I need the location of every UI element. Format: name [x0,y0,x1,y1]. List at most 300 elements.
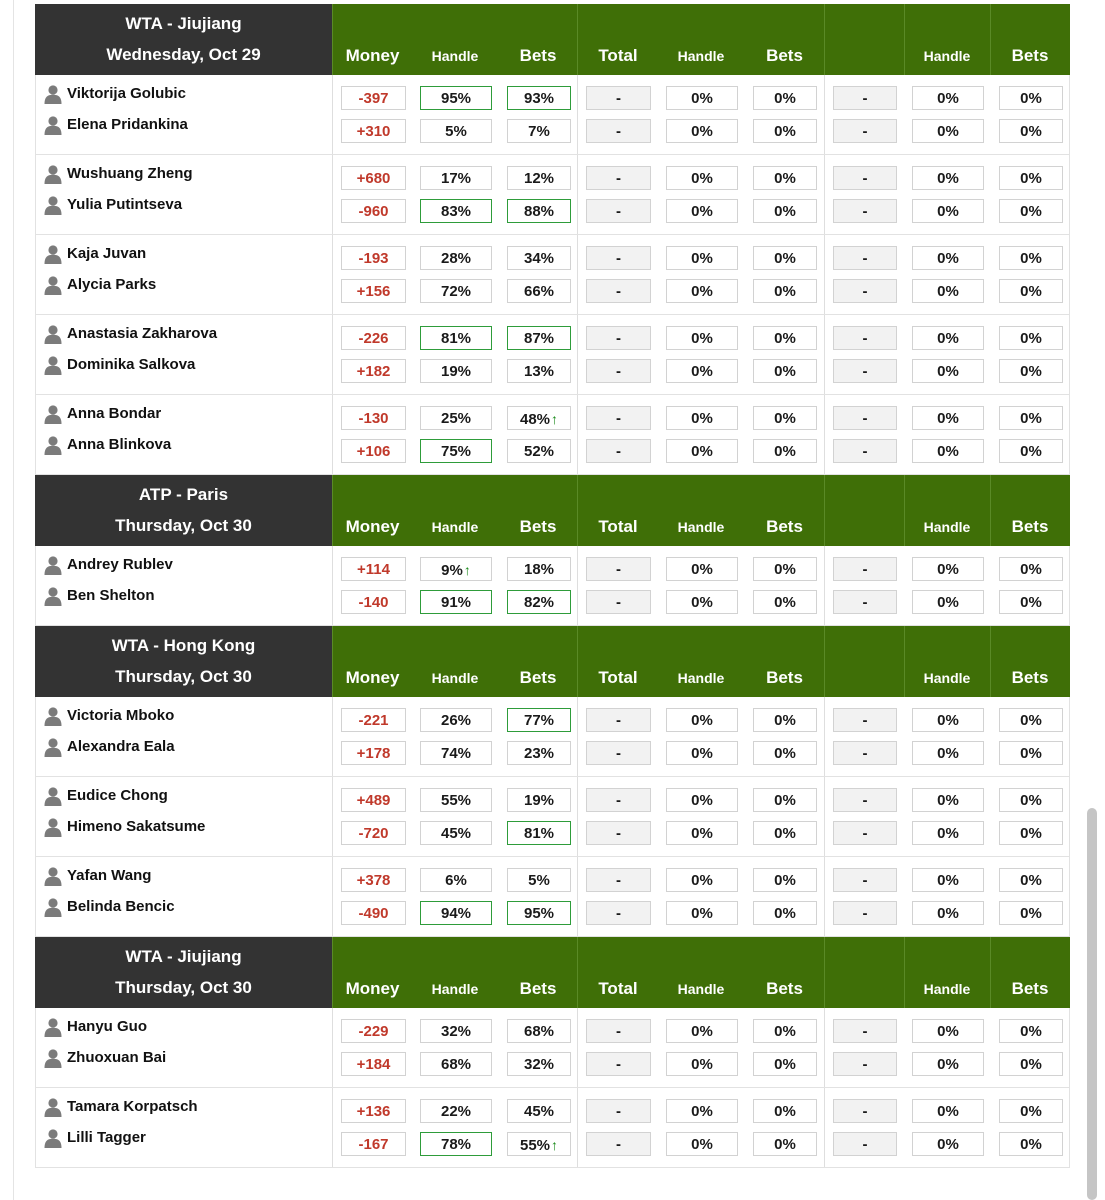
cell-value: 0% [691,250,713,267]
cell-bets[interactable] [507,741,571,765]
player-name[interactable] [44,585,155,607]
cell-handle[interactable] [420,359,492,383]
cell-t-bets[interactable] [753,166,817,190]
player-name[interactable] [44,816,205,838]
cell-o-bets[interactable] [999,326,1063,350]
cell-o-total[interactable] [833,199,897,223]
header-divider [824,626,825,697]
cell-value: 0% [1020,170,1042,187]
cell-o-bets[interactable] [999,406,1063,430]
cell-money[interactable] [341,901,406,925]
cell-o-total[interactable] [833,901,897,925]
cell-money[interactable] [341,557,406,581]
cell-t-handle[interactable] [666,406,738,430]
cell-value: 77% [523,712,555,729]
cell-t-handle[interactable] [666,86,738,110]
cell-handle[interactable] [420,326,492,350]
col-header-money[interactable]: Money [345,46,400,65]
col-header-bets[interactable]: Bets [519,979,557,998]
cell-bets[interactable] [507,119,571,143]
cell-o-bets[interactable] [999,279,1063,303]
col-header-other-bets[interactable]: Bets [1011,979,1049,998]
player-name[interactable] [44,1096,198,1118]
cell-value: -221 [358,712,389,729]
cell-t-handle[interactable] [666,119,738,143]
col-header-other-bets[interactable]: Bets [1011,517,1049,536]
cell-o-bets[interactable] [999,86,1063,110]
cell-total[interactable] [586,326,651,350]
cell-o-total[interactable] [833,868,897,892]
col-header-total[interactable]: Total [598,668,638,687]
cell-o-total[interactable] [833,359,897,383]
cell-total[interactable] [586,166,651,190]
col-header-handle[interactable]: Handle [431,670,479,686]
cell-handle[interactable] [420,1132,492,1156]
cell-o-handle[interactable] [912,821,984,845]
section-header [35,937,1070,1008]
cell-o-bets[interactable] [999,708,1063,732]
cell-o-handle[interactable] [912,439,984,463]
cell-o-handle[interactable] [912,1099,984,1123]
cell-handle[interactable] [420,741,492,765]
matchup-row [35,395,1070,475]
cell-bets[interactable] [507,901,571,925]
col-header-total-bets[interactable]: Bets [766,668,803,687]
cell-bets[interactable] [507,788,571,812]
cell-o-total[interactable] [833,708,897,732]
cell-o-bets[interactable] [999,590,1063,614]
player-name[interactable] [44,434,171,456]
cell-handle[interactable] [420,1019,492,1043]
cell-o-total[interactable] [833,326,897,350]
cell-o-total[interactable] [833,406,897,430]
cell-o-handle[interactable] [912,557,984,581]
cell-handle[interactable] [420,86,492,110]
cell-t-bets[interactable] [753,439,817,463]
cell-total[interactable] [586,246,651,270]
cell-t-handle[interactable] [666,788,738,812]
cell-o-handle[interactable] [912,788,984,812]
cell-t-handle[interactable] [666,821,738,845]
cell-o-total[interactable] [833,590,897,614]
cell-o-bets[interactable] [999,119,1063,143]
cell-t-bets[interactable] [753,821,817,845]
player-name[interactable] [44,163,193,185]
col-header-total[interactable]: Total [598,979,638,998]
cell-handle[interactable] [420,557,492,581]
cell-bets[interactable] [507,439,571,463]
cell-t-handle[interactable] [666,199,738,223]
cell-money[interactable] [341,821,406,845]
cell-t-bets[interactable] [753,119,817,143]
cell-t-handle[interactable] [666,1099,738,1123]
player-name[interactable] [44,554,173,576]
cell-total[interactable] [586,1099,651,1123]
cell-bets[interactable] [507,1019,571,1043]
cell-total[interactable] [586,557,651,581]
cell-bets[interactable] [507,86,571,110]
col-header-other-handle[interactable]: Handle [923,48,971,64]
vertical-scrollbar-thumb[interactable] [1087,808,1097,1200]
col-header-total-handle[interactable]: Handle [677,981,725,997]
cell-o-bets[interactable] [999,868,1063,892]
cell-bets[interactable] [507,868,571,892]
col-header-handle[interactable]: Handle [431,981,479,997]
cell-t-bets[interactable] [753,406,817,430]
cell-t-bets[interactable] [753,788,817,812]
cell-t-bets[interactable] [753,590,817,614]
cell-t-handle[interactable] [666,590,738,614]
cell-money[interactable] [341,1132,406,1156]
cell-money[interactable] [341,119,406,143]
cell-o-handle[interactable] [912,166,984,190]
cell-money[interactable] [341,1052,406,1076]
col-header-handle[interactable]: Handle [431,519,479,535]
cell-t-handle[interactable] [666,166,738,190]
cell-o-bets[interactable] [999,1132,1063,1156]
cell-o-total[interactable] [833,439,897,463]
cell-value: 0% [774,792,796,809]
cell-t-bets[interactable] [753,708,817,732]
cell-handle[interactable] [420,821,492,845]
col-header-other-handle[interactable]: Handle [923,519,971,535]
cell-total[interactable] [586,199,651,223]
col-header-total-bets[interactable]: Bets [766,979,803,998]
cell-total[interactable] [586,1019,651,1043]
cell-handle[interactable] [420,1099,492,1123]
cell-money[interactable] [341,590,406,614]
cell-t-handle[interactable] [666,901,738,925]
cell-value: - [616,745,621,762]
cell-value: 0% [691,170,713,187]
cell-t-bets[interactable] [753,279,817,303]
matchup-row [35,697,1070,777]
cell-value: 72% [440,283,472,300]
cell-o-bets[interactable] [999,741,1063,765]
cell-t-handle[interactable] [666,1019,738,1043]
cell-money[interactable] [341,741,406,765]
cell-o-handle[interactable] [912,199,984,223]
cell-money[interactable] [341,279,406,303]
cell-handle[interactable] [420,246,492,270]
cell-bets[interactable] [507,1099,571,1123]
cell-bets[interactable] [507,199,571,223]
cell-value: 68% [440,1056,472,1073]
cell-value: - [616,1023,621,1040]
cell-o-bets[interactable] [999,359,1063,383]
col-header-money[interactable]: Money [345,668,400,687]
cell-value: 0% [1020,283,1042,300]
cell-bets[interactable] [507,279,571,303]
cell-o-total[interactable] [833,741,897,765]
cell-o-handle[interactable] [912,741,984,765]
col-header-total[interactable]: Total [598,517,638,536]
person-icon [44,586,62,606]
cell-o-total[interactable] [833,1019,897,1043]
player-name[interactable] [44,1127,146,1149]
cell-bets[interactable] [507,406,571,430]
cell-o-handle[interactable] [912,590,984,614]
player-name[interactable] [44,785,168,807]
player-name[interactable] [44,736,175,758]
cell-o-bets[interactable] [999,821,1063,845]
cell-value: 0% [691,561,713,578]
cell-total[interactable] [586,741,651,765]
cell-o-handle[interactable] [912,708,984,732]
cell-t-handle[interactable] [666,246,738,270]
cell-o-handle[interactable] [912,1019,984,1043]
cell-total[interactable] [586,86,651,110]
cell-t-bets[interactable] [753,359,817,383]
cell-t-handle[interactable] [666,708,738,732]
column-divider [577,235,578,314]
cell-o-bets[interactable] [999,557,1063,581]
cell-o-total[interactable] [833,821,897,845]
cell-total[interactable] [586,119,651,143]
column-divider [824,857,825,936]
cell-total[interactable] [586,590,651,614]
cell-t-bets[interactable] [753,1132,817,1156]
cell-o-bets[interactable] [999,788,1063,812]
cell-handle[interactable] [420,166,492,190]
cell-value: - [862,872,868,889]
cell-money[interactable] [341,246,406,270]
cell-o-handle[interactable] [912,1052,984,1076]
cell-handle[interactable] [420,708,492,732]
cell-o-total[interactable] [833,246,897,270]
col-header-bets[interactable]: Bets [519,46,557,65]
cell-handle[interactable] [420,590,492,614]
player-name-text: Belinda Bencic [67,898,175,915]
cell-total[interactable] [586,868,651,892]
player-name[interactable] [44,274,156,296]
cell-handle[interactable] [420,199,492,223]
cell-total[interactable] [586,1052,651,1076]
cell-t-handle[interactable] [666,326,738,350]
cell-handle[interactable] [420,1052,492,1076]
cell-o-bets[interactable] [999,1052,1063,1076]
cell-total[interactable] [586,359,651,383]
cell-value: 87% [523,330,555,347]
person-icon [44,84,62,104]
cell-t-handle[interactable] [666,868,738,892]
col-header-total-handle[interactable]: Handle [677,519,725,535]
cell-o-bets[interactable] [999,199,1063,223]
cell-o-handle[interactable] [912,279,984,303]
col-header-handle[interactable]: Handle [431,48,479,64]
cell-t-handle[interactable] [666,1132,738,1156]
cell-value: +310 [356,123,391,140]
cell-value: 55% [440,792,472,809]
cell-value: -229 [358,1023,389,1040]
cell-handle[interactable] [420,439,492,463]
cell-total[interactable] [586,439,651,463]
col-header-money[interactable]: Money [345,517,400,536]
cell-o-handle[interactable] [912,86,984,110]
header-divider [824,475,825,546]
cell-bets[interactable] [507,590,571,614]
player-name[interactable] [44,194,182,216]
cell-total[interactable] [586,279,651,303]
col-header-total-handle[interactable]: Handle [677,48,725,64]
cell-money[interactable] [341,326,406,350]
cell-value: - [862,825,868,842]
player-name[interactable] [44,865,151,887]
cell-t-bets[interactable] [753,199,817,223]
cell-t-bets[interactable] [753,86,817,110]
cell-o-handle[interactable] [912,868,984,892]
player-name[interactable] [44,114,188,136]
cell-handle[interactable] [420,406,492,430]
player-name[interactable] [44,354,195,376]
cell-total[interactable] [586,1132,651,1156]
cell-value: 0% [937,250,959,267]
cell-value: -490 [358,905,389,922]
cell-money[interactable] [341,708,406,732]
cell-o-bets[interactable] [999,1019,1063,1043]
cell-t-bets[interactable] [753,557,817,581]
cell-value: 45% [440,825,472,842]
cell-handle[interactable] [420,788,492,812]
cell-o-total[interactable] [833,557,897,581]
matchup-row [35,857,1070,937]
cell-t-handle[interactable] [666,439,738,463]
cell-total[interactable] [586,901,651,925]
cell-money[interactable] [341,166,406,190]
column-divider [577,315,578,394]
cell-o-total[interactable] [833,788,897,812]
player-name[interactable] [44,1047,166,1069]
cell-o-total[interactable] [833,1052,897,1076]
cell-t-bets[interactable] [753,1052,817,1076]
cell-o-handle[interactable] [912,246,984,270]
player-name[interactable] [44,896,175,918]
player-name[interactable] [44,403,161,425]
player-name[interactable] [44,83,186,105]
cell-o-bets[interactable] [999,439,1063,463]
cell-o-bets[interactable] [999,166,1063,190]
col-header-total-bets[interactable]: Bets [766,517,803,536]
cell-bets[interactable] [507,1132,571,1156]
cell-money[interactable] [341,359,406,383]
cell-value: 0% [774,283,796,300]
player-name[interactable] [44,705,174,727]
cell-t-bets[interactable] [753,741,817,765]
cell-bets[interactable] [507,708,571,732]
cell-money[interactable] [341,1099,406,1123]
col-header-total-bets[interactable]: Bets [766,46,803,65]
cell-o-handle[interactable] [912,326,984,350]
cell-o-bets[interactable] [999,901,1063,925]
cell-handle[interactable] [420,901,492,925]
league-name: WTA - Jiujiang [125,14,242,33]
cell-handle[interactable] [420,119,492,143]
cell-handle[interactable] [420,279,492,303]
person-icon [44,555,62,575]
column-divider [577,75,578,154]
player-name-text: Himeno Sakatsume [67,818,206,835]
cell-value: -193 [358,250,389,267]
cell-bets[interactable] [507,1052,571,1076]
player-name[interactable] [44,323,217,345]
person-icon [44,1097,62,1117]
cell-o-total[interactable] [833,1099,897,1123]
cell-t-bets[interactable] [753,246,817,270]
cell-money[interactable] [341,868,406,892]
cell-t-bets[interactable] [753,901,817,925]
cell-money[interactable] [341,788,406,812]
col-header-other-handle[interactable]: Handle [923,670,971,686]
cell-o-total[interactable] [833,279,897,303]
cell-value: 48% [519,411,551,428]
cell-bets[interactable] [507,166,571,190]
cell-o-total[interactable] [833,86,897,110]
cell-money[interactable] [341,406,406,430]
col-header-other-handle[interactable]: Handle [923,981,971,997]
cell-t-handle[interactable] [666,359,738,383]
col-header-other-bets[interactable]: Bets [1011,668,1049,687]
col-header-bets[interactable]: Bets [519,668,557,687]
cell-t-handle[interactable] [666,1052,738,1076]
cell-o-total[interactable] [833,119,897,143]
cell-o-handle[interactable] [912,406,984,430]
cell-handle[interactable] [420,868,492,892]
cell-value: +178 [356,745,391,762]
cell-t-bets[interactable] [753,868,817,892]
player-name[interactable] [44,1016,147,1038]
cell-money[interactable] [341,439,406,463]
cell-t-bets[interactable] [753,1019,817,1043]
cell-t-bets[interactable] [753,1099,817,1123]
cell-bets[interactable] [507,359,571,383]
cell-total[interactable] [586,708,651,732]
col-header-other-bets[interactable]: Bets [1011,46,1049,65]
cell-total[interactable] [586,406,651,430]
cell-bets[interactable] [507,246,571,270]
cell-t-handle[interactable] [666,557,738,581]
cell-o-bets[interactable] [999,246,1063,270]
person-icon [44,786,62,806]
cell-t-handle[interactable] [666,279,738,303]
cell-t-handle[interactable] [666,741,738,765]
player-name[interactable] [44,243,146,265]
col-header-total[interactable]: Total [598,46,638,65]
cell-o-bets[interactable] [999,1099,1063,1123]
up-arrow-icon: ↑ [463,562,471,578]
col-header-total-handle[interactable]: Handle [677,670,725,686]
person-icon [44,164,62,184]
cell-o-handle[interactable] [912,359,984,383]
cell-o-total[interactable] [833,1132,897,1156]
cell-t-bets[interactable] [753,326,817,350]
cell-value: 0% [937,363,959,380]
cell-money[interactable] [341,199,406,223]
cell-total[interactable] [586,788,651,812]
cell-o-handle[interactable] [912,119,984,143]
cell-bets[interactable] [507,821,571,845]
cell-total[interactable] [586,821,651,845]
cell-bets[interactable] [507,326,571,350]
cell-money[interactable] [341,86,406,110]
cell-money[interactable] [341,1019,406,1043]
cell-o-handle[interactable] [912,901,984,925]
column-divider [332,777,333,856]
col-header-money[interactable]: Money [345,979,400,998]
cell-o-total[interactable] [833,166,897,190]
cell-bets[interactable] [507,557,571,581]
col-header-bets[interactable]: Bets [519,517,557,536]
cell-o-handle[interactable] [912,1132,984,1156]
